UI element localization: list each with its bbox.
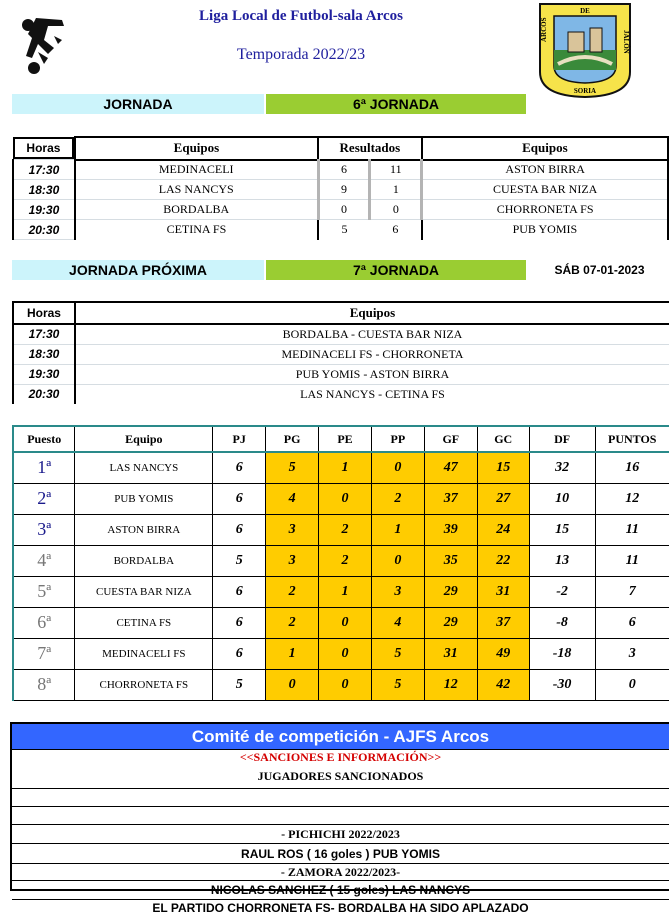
standings-header	[13, 426, 669, 452]
col-gc: GC	[477, 426, 529, 452]
team-name: CUESTA BAR NIZA	[75, 576, 213, 607]
home-score: 5	[318, 220, 370, 240]
col-equipo: Equipo	[75, 426, 213, 452]
points: 3	[595, 638, 669, 669]
lost: 2	[371, 483, 424, 514]
position: 8ª	[13, 669, 75, 700]
svg-text:ARCOS: ARCOS	[540, 17, 548, 42]
goal-diff: -30	[529, 669, 595, 700]
played: 5	[213, 669, 266, 700]
col-gf: GF	[424, 426, 477, 452]
col-teams-away: Equipos	[422, 137, 668, 160]
lost: 5	[371, 669, 424, 700]
goals-against: 31	[477, 576, 529, 607]
team-name: PUB YOMIS	[75, 483, 213, 514]
points: 0	[595, 669, 669, 700]
away-score: 1	[370, 180, 422, 200]
position: 5ª	[13, 576, 75, 607]
goals-for: 39	[424, 514, 477, 545]
table-row	[13, 364, 669, 384]
next-header	[13, 302, 669, 324]
next-round-label: JORNADA PRÓXIMA	[12, 260, 264, 280]
drawn: 2	[319, 545, 372, 576]
match-time: 18:30	[13, 344, 75, 364]
position: 7ª	[13, 638, 75, 669]
team-name: MEDINACELI FS	[75, 638, 213, 669]
svg-text:JALÓN: JALÓN	[622, 30, 630, 54]
lost: 1	[371, 514, 424, 545]
sanctioned-line-2	[12, 807, 669, 825]
home-team: MEDINACELI	[75, 160, 318, 180]
table-row	[13, 200, 668, 220]
points: 16	[595, 452, 669, 483]
goal-diff: 32	[529, 452, 595, 483]
goals-for: 12	[424, 669, 477, 700]
played: 6	[213, 638, 266, 669]
table-row	[13, 576, 669, 607]
col-time: Horas	[13, 137, 74, 159]
match-time: 20:30	[13, 220, 75, 240]
goals-against: 24	[477, 514, 529, 545]
away-team: CUESTA BAR NIZA	[422, 180, 668, 200]
svg-text:DE: DE	[580, 7, 590, 15]
table-row	[13, 324, 669, 344]
team-name: BORDALBA	[75, 545, 213, 576]
col-teams: Equipos	[75, 137, 318, 160]
match-time: 17:30	[13, 324, 75, 344]
lost: 0	[371, 545, 424, 576]
col-puntos: PUNTOS	[595, 426, 669, 452]
table-row	[13, 160, 668, 180]
table-row	[13, 607, 669, 638]
pichichi-value: RAUL ROS ( 16 goles ) PUB YOMIS	[12, 844, 669, 864]
drawn: 0	[319, 483, 372, 514]
won: 5	[266, 452, 319, 483]
lost: 0	[371, 452, 424, 483]
goals-for: 31	[424, 638, 477, 669]
results-table	[12, 136, 669, 240]
fixture: PUB YOMIS - ASTON BIRRA	[75, 364, 669, 384]
points: 12	[595, 483, 669, 514]
goals-against: 22	[477, 545, 529, 576]
round-value: 6ª JORNADA	[266, 94, 526, 114]
home-score: 6	[318, 160, 370, 180]
played: 6	[213, 452, 266, 483]
away-score: 11	[370, 160, 422, 180]
fixture: MEDINACELI FS - CHORRONETA	[75, 344, 669, 364]
drawn: 1	[319, 576, 372, 607]
next-round-table	[12, 301, 669, 404]
won: 2	[266, 576, 319, 607]
played: 6	[213, 483, 266, 514]
won: 3	[266, 514, 319, 545]
drawn: 0	[319, 607, 372, 638]
home-team: CETINA FS	[75, 220, 318, 240]
arcos-de-jalon-crest	[538, 2, 632, 98]
next-round-value: 7ª JORNADA	[266, 260, 526, 280]
col-df: DF	[529, 426, 595, 452]
col-results: Resultados	[318, 137, 422, 160]
home-score: 0	[318, 200, 370, 220]
drawn: 0	[319, 638, 372, 669]
goals-against: 49	[477, 638, 529, 669]
col-pg: PG	[266, 426, 319, 452]
goal-diff: -18	[529, 638, 595, 669]
away-team: ASTON BIRRA	[422, 160, 668, 180]
postponed-note: EL PARTIDO CHORRONETA FS- BORDALBA HA SIDO APLAZADO	[152, 901, 529, 915]
drawn: 1	[319, 452, 372, 483]
round-label: JORNADA	[12, 94, 264, 114]
results-header	[13, 137, 668, 160]
sanctioned-line	[12, 789, 669, 807]
goals-for: 47	[424, 452, 477, 483]
sanctions-header: <<SANCIONES E INFORMACIÓN>>	[239, 750, 442, 764]
position: 1ª	[13, 452, 75, 483]
played: 6	[213, 514, 266, 545]
points: 11	[595, 514, 669, 545]
goals-against: 37	[477, 607, 529, 638]
goal-diff: -2	[529, 576, 595, 607]
team-name: CHORRONETA FS	[75, 669, 213, 700]
match-time: 19:30	[13, 200, 75, 220]
points: 7	[595, 576, 669, 607]
team-name: CETINA FS	[75, 607, 213, 638]
committee-title: Comité de competición - AJFS Arcos	[12, 724, 669, 750]
lost: 5	[371, 638, 424, 669]
table-row	[13, 483, 669, 514]
position: 4ª	[13, 545, 75, 576]
match-time: 20:30	[13, 384, 75, 404]
goal-diff: -8	[529, 607, 595, 638]
played: 6	[213, 607, 266, 638]
away-score: 0	[370, 200, 422, 220]
table-row	[13, 384, 669, 404]
won: 3	[266, 545, 319, 576]
won: 2	[266, 607, 319, 638]
goals-against: 27	[477, 483, 529, 514]
goals-against: 15	[477, 452, 529, 483]
fixture: LAS NANCYS - CETINA FS	[75, 384, 669, 404]
committee-panel	[10, 722, 669, 915]
played: 5	[213, 545, 266, 576]
table-row	[13, 545, 669, 576]
fixture: BORDALBA - CUESTA BAR NIZA	[75, 324, 669, 344]
played: 6	[213, 576, 266, 607]
sanctioned-header: JUGADORES SANCIONADOS	[12, 765, 669, 789]
lost: 3	[371, 576, 424, 607]
col-pp: PP	[371, 426, 424, 452]
home-team: LAS NANCYS	[75, 180, 318, 200]
col-teams: Equipos	[75, 302, 669, 324]
zamora-header: - ZAMORA 2022/2023-	[12, 864, 669, 881]
col-pe: PE	[319, 426, 372, 452]
table-row	[13, 638, 669, 669]
table-row	[13, 180, 668, 200]
standings-table	[12, 425, 669, 701]
table-row	[13, 220, 668, 240]
won: 1	[266, 638, 319, 669]
points: 11	[595, 545, 669, 576]
drawn: 2	[319, 514, 372, 545]
position: 2ª	[13, 483, 75, 514]
away-team: PUB YOMIS	[422, 220, 668, 240]
position: 6ª	[13, 607, 75, 638]
position: 3ª	[13, 514, 75, 545]
goals-against: 42	[477, 669, 529, 700]
svg-text:SORIA: SORIA	[573, 87, 597, 95]
won: 0	[266, 669, 319, 700]
goal-diff: 13	[529, 545, 595, 576]
won: 4	[266, 483, 319, 514]
col-pj: PJ	[213, 426, 266, 452]
goals-for: 37	[424, 483, 477, 514]
home-score: 9	[318, 180, 370, 200]
col-time: Horas	[13, 302, 75, 324]
table-row	[13, 669, 669, 700]
soccer-player-icon	[18, 14, 70, 76]
goals-for: 29	[424, 576, 477, 607]
home-team: BORDALBA	[75, 200, 318, 220]
zamora-value: NICOLAS SANCHEZ ( 15 goles) LAS NANCYS	[12, 881, 669, 900]
points: 6	[595, 607, 669, 638]
goal-diff: 10	[529, 483, 595, 514]
table-row	[13, 452, 669, 483]
league-title: Liga Local de Futbol-sala Arcos	[199, 7, 403, 24]
team-name: LAS NANCYS	[75, 452, 213, 483]
goals-for: 29	[424, 607, 477, 638]
lost: 4	[371, 607, 424, 638]
away-score: 6	[370, 220, 422, 240]
away-team: CHORRONETA FS	[422, 200, 668, 220]
table-row	[13, 514, 669, 545]
season-label: Temporada 2022/23	[236, 46, 366, 63]
drawn: 0	[319, 669, 372, 700]
team-name: ASTON BIRRA	[75, 514, 213, 545]
table-row	[13, 344, 669, 364]
match-time: 18:30	[13, 180, 75, 200]
col-puesto: Puesto	[13, 426, 75, 452]
match-time: 19:30	[13, 364, 75, 384]
goal-diff: 15	[529, 514, 595, 545]
goals-for: 35	[424, 545, 477, 576]
match-time: 17:30	[13, 160, 75, 180]
pichichi-header: - PICHICHI 2022/2023	[12, 825, 669, 844]
next-round-date: SÁB 07-01-2023	[554, 263, 645, 277]
